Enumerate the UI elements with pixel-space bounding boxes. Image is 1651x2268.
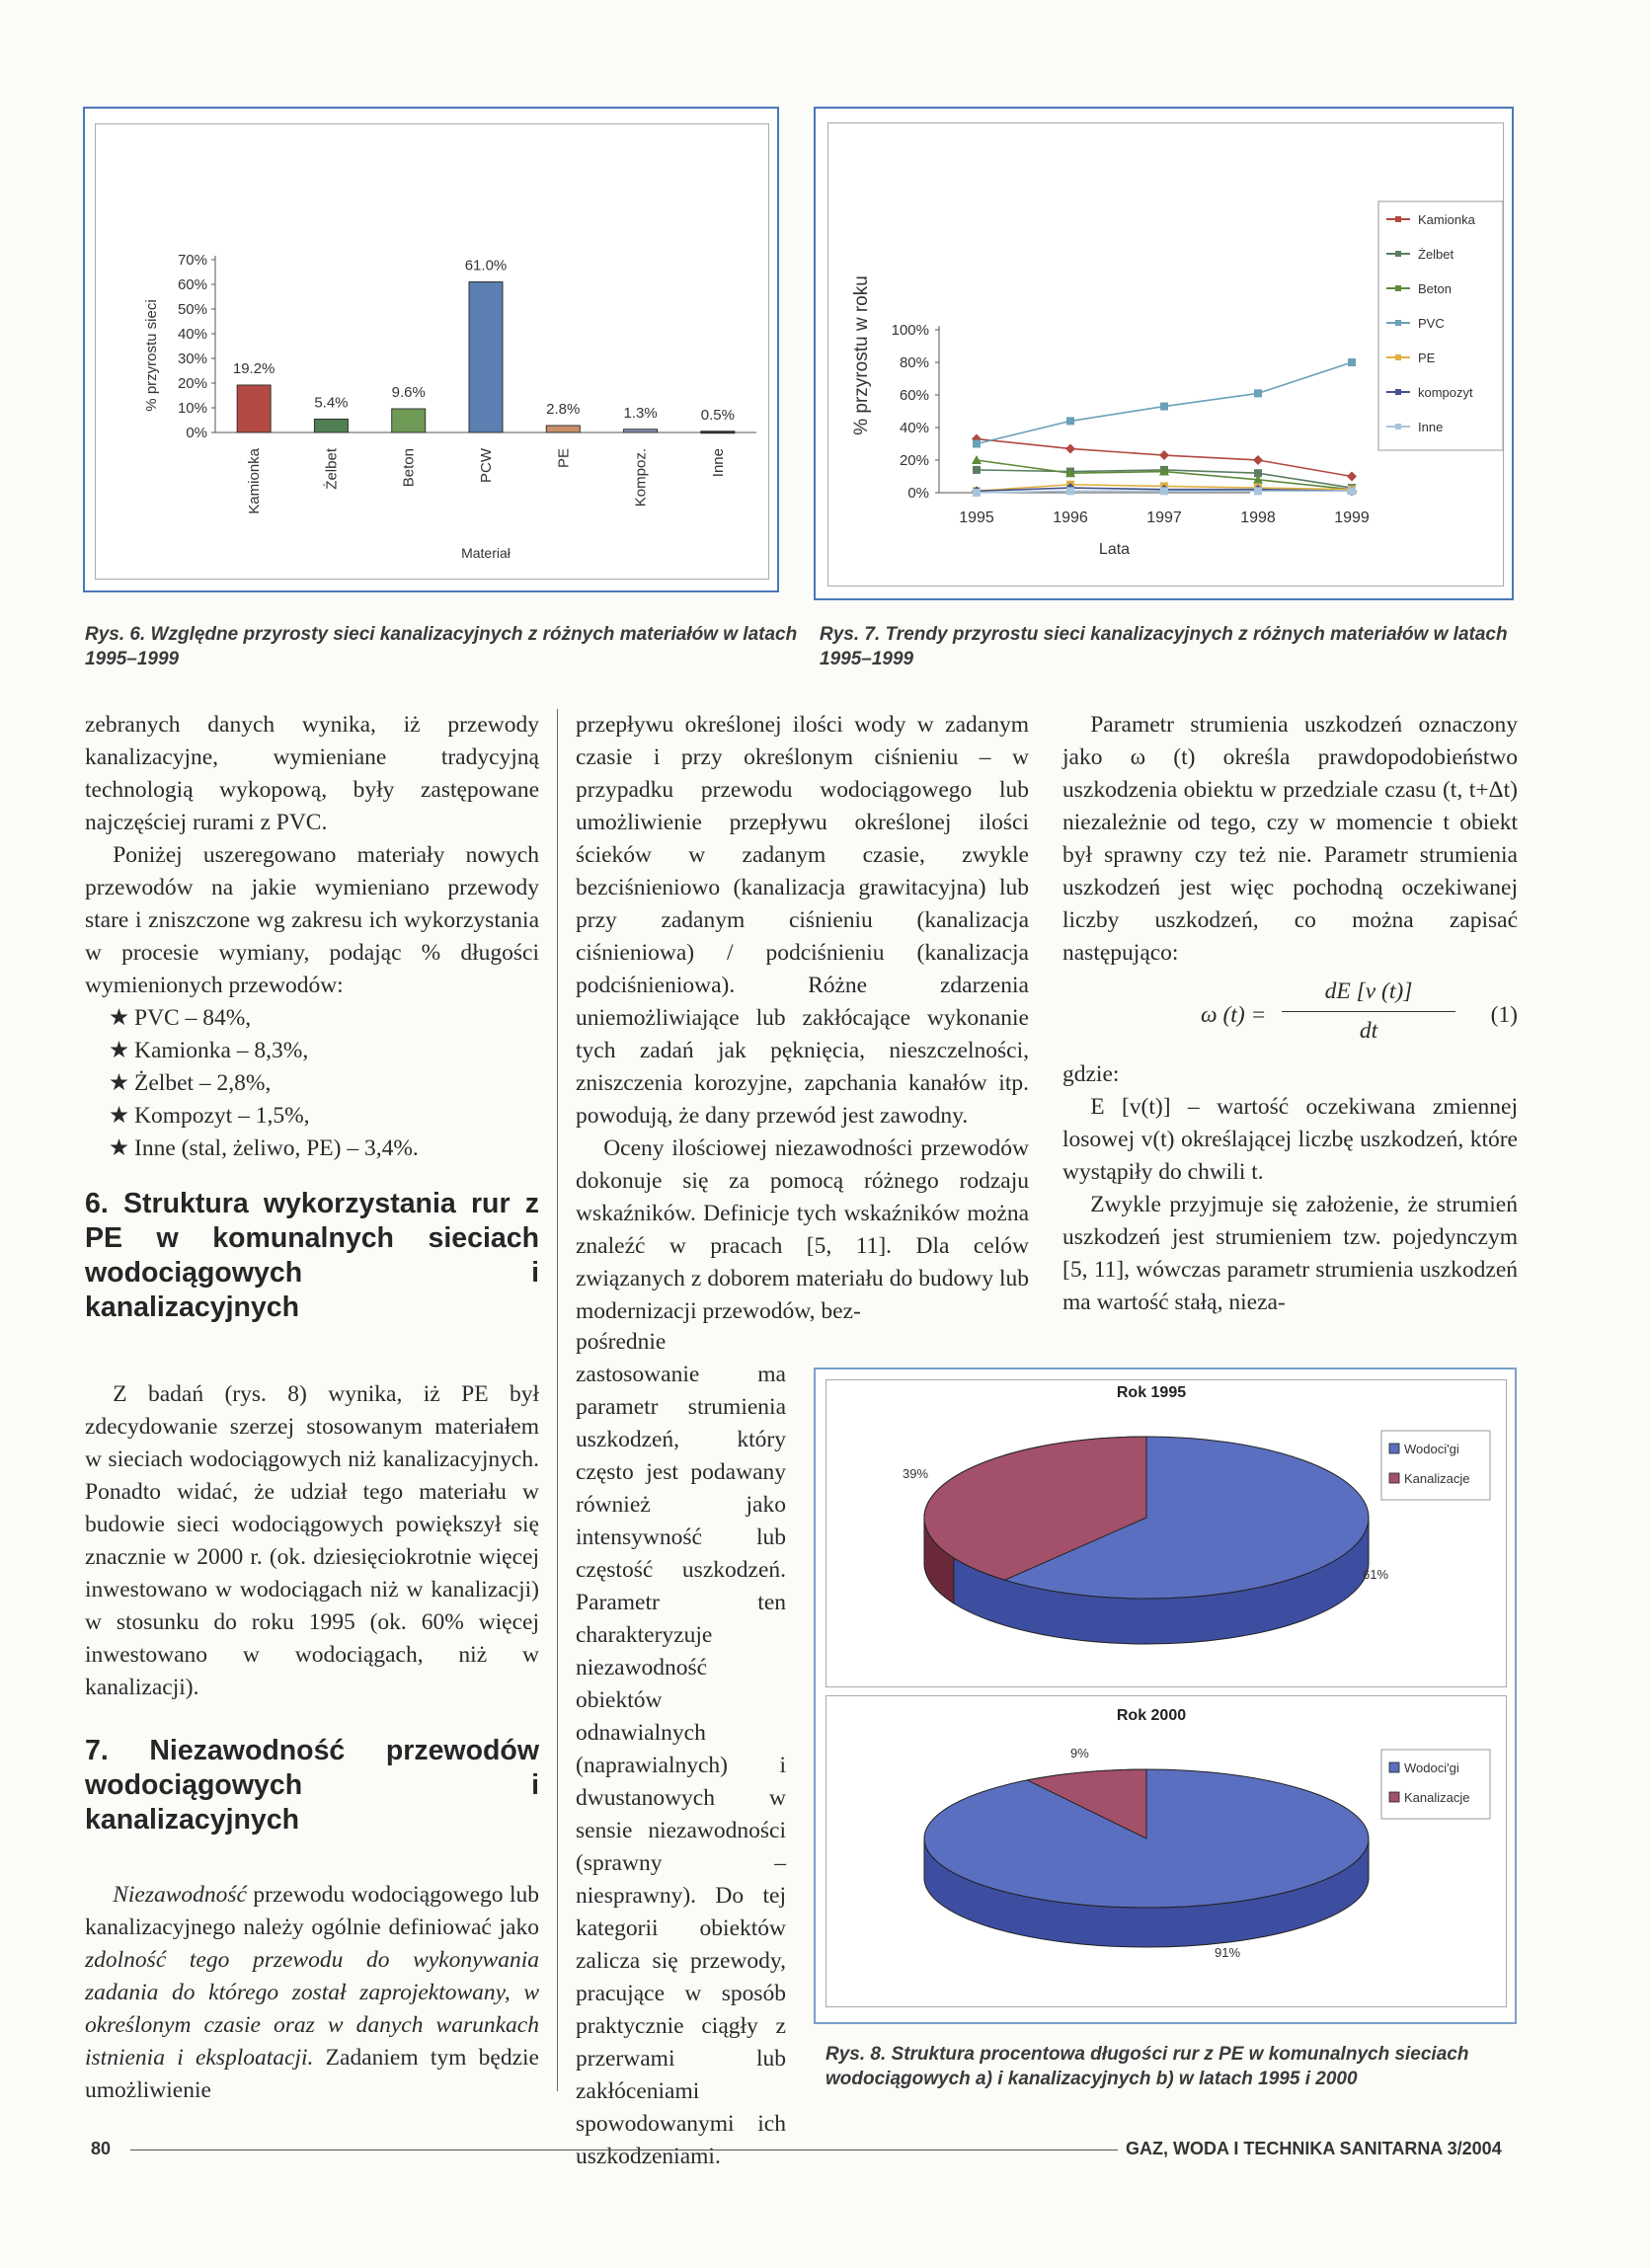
paragraph: gdzie: xyxy=(1062,1061,1120,1087)
series-marker xyxy=(1065,443,1075,453)
x-tick-label: Kompoz. xyxy=(632,448,650,508)
y-tick-label: 20% xyxy=(177,375,207,392)
series-marker xyxy=(973,440,981,448)
fig7-chart xyxy=(816,109,1512,598)
bar-value-label: 0.5% xyxy=(700,406,735,424)
x-axis-label: Lata xyxy=(1098,541,1131,558)
footer-rule xyxy=(130,2150,1118,2151)
fig6-caption: Rys. 6. Względne przyrosty sieci kanalizacyjnych z różnych materiałów w latach 1995–1999 xyxy=(85,624,798,669)
page-number: 80 xyxy=(91,2139,112,2158)
legend-marker xyxy=(1395,389,1401,395)
bar-value-label: 61.0% xyxy=(464,257,508,274)
list-item: ★ Inne (stal, żeliwo, PE) – 3,4%. xyxy=(113,1133,539,1165)
bar-value-label: 2.8% xyxy=(546,401,581,418)
formula-number: (1) xyxy=(1490,1002,1518,1028)
list-item: ★ Kompozyt – 1,5%, xyxy=(113,1100,539,1133)
fig7-caption: Rys. 7. Trendy przyrostu sieci kanalizacyjnych z różnych materiałów w latach 1995–1999 xyxy=(820,624,1508,669)
series-marker xyxy=(1160,487,1168,495)
paragraph: Niezawodność przewodu wodociągowego lub kanalizacyjnego należy ogólnie definiować jako zdolność tego przewodu do wykonywania zadania do którego został zaprojektowany, w określonym czasie oraz w danych warunkach istnienia i eksploatacji. Zadaniem tym będzie umożliwienie xyxy=(85,1882,539,2103)
pie-value-label: 39% xyxy=(903,1466,929,1481)
legend-swatch xyxy=(1389,1792,1399,1802)
x-tick-label: 1997 xyxy=(1146,509,1182,526)
x-tick-label: Beton xyxy=(400,448,418,488)
x-tick-label: Kamionka xyxy=(246,448,264,514)
series-marker xyxy=(1254,487,1262,495)
pie-value-label: 9% xyxy=(1070,1746,1089,1760)
formula-denominator: dt xyxy=(1359,1018,1378,1044)
star-bullet-icon: ★ xyxy=(109,1103,130,1129)
x-tick-label: PCW xyxy=(478,448,495,483)
y-tick-label: 10% xyxy=(177,400,207,417)
y-tick-label: 30% xyxy=(177,351,207,367)
paragraph: Poniżej uszeregowano materiały nowych przewodów na jakie wymieniano przewody stare i zniszczone wg zakresu ich wykorzystania w procesie wymiany, podając % długości wymienionych przewodów: xyxy=(85,842,539,998)
list-item: ★ Kamionka – 8,3%, xyxy=(113,1035,539,1067)
y-tick-label: 40% xyxy=(177,326,207,343)
material-list xyxy=(85,1002,539,1165)
x-tick-label: PE xyxy=(555,448,573,469)
section-heading-7: 7. Niezawodność przewodów wodociągowych i kanalizacyjnych xyxy=(85,1735,539,1836)
y-axis-label: % przyrostu sieci xyxy=(143,299,160,412)
y-tick-label: 20% xyxy=(899,452,929,469)
paragraph: Zwykle przyjmuje się założenie, że strumień uszkodzeń jest strumieniem tzw. pojedynczym [5, 11], wówczas parametr strumienia uszkodzeń ma wartość stałą, nieza- xyxy=(1062,1192,1518,1315)
y-tick-label: 60% xyxy=(177,276,207,293)
bar xyxy=(701,431,735,433)
bar xyxy=(624,430,658,432)
bar xyxy=(546,426,580,432)
pie-value-label: 61% xyxy=(1363,1567,1389,1582)
formula-numerator: dE [v (t)] xyxy=(1324,978,1413,1004)
star-bullet-icon: ★ xyxy=(109,1070,130,1096)
paragraph: Parametr strumienia uszkodzeń oznaczony jako ω (t) określa prawdopodobieństwo uszkodzenia obiektu w przedziale czasu (t, t+Δt) niezależnie od tego, czy w momencie t obiekt był sprawny czy też nie. Parametr strumienia uszkodzeń jest więc pochodną oczekiwanej liczby uszkodzeń, co można zapisać następująco: xyxy=(1062,712,1518,966)
figure-7 xyxy=(814,107,1514,600)
bar xyxy=(392,409,426,432)
legend-label: Kamionka xyxy=(1418,212,1475,227)
paragraph: Oceny ilościowej niezawodności przewodów dokonuje się za pomocą różnego rodzaju wskaźników. Definicje tych wskaźników można znaleźć w pracach [5, 11]. Dla celów związanych z doborem materiału do budowy lub modernizacji przewodów, bez- xyxy=(576,1135,1029,1324)
paragraph: Z badań (rys. 8) wynika, iż PE był zdecydowanie szerzej stosowanym materiałem w sieciach wodociągowych niż kanalizacyjnych. Ponadto widać, że udział tego materiału w budowie sieci wodociągowych powiększył się znacznie w 2000 r. (ok. dziesięciokrotnie więcej inwestowano w wodociągach niż w kanalizacji) w stosunku do roku 1995 (ok. 60% więcej inwestowano w wodociągach, niż w kanalizacji). xyxy=(85,1381,539,1700)
paragraph: zebranych danych wynika, iż przewody kanalizacyjne, wymieniane tradycyjną technologią wykopową, były zastępowane najczęściej rurami z PVC. xyxy=(85,712,539,835)
legend-marker xyxy=(1395,320,1401,326)
series-marker xyxy=(1066,487,1074,495)
pie-title: Rok 1995 xyxy=(1116,1384,1187,1401)
x-tick-label: Inne xyxy=(709,448,727,478)
series-marker xyxy=(1254,389,1262,397)
series-marker xyxy=(972,455,982,464)
x-tick-label: 1996 xyxy=(1053,509,1088,526)
section-heading-6: 6. Struktura wykorzystania rur z PE w komunalnych sieciach wodociągowych i kanalizacyjnych xyxy=(85,1188,539,1323)
fig8-caption: Rys. 8. Struktura procentowa długości rur z PE w komunalnych sieciach wodociągowych a) i kanalizacyjnych b) w latach 1995 i 2000 xyxy=(826,2044,1469,2089)
column-3 xyxy=(1062,709,1518,1319)
legend-label: PE xyxy=(1418,351,1436,365)
paragraph: przepływu określonej ilości wody w zadanym czasie i przy określonym ciśnieniu – w przypadku przewodu wodociągowego lub umożliwienie przepływu określonej ilości ścieków w zadanym czasie, zwykle bezciśnieniowo (kanalizacja grawitacyjna) lub przy zadanym ciśnieniu (kanalizacja ciśnieniowa) / podciśnieniu (kanalizacja podciśnieniowa). Różne zdarzenia uniemożliwiające lub zakłócające wykonanie tych zadań jak pęknięcia, nieszczelności, zniszczenia korozyjne, zapchania kanałów itp. powodują, że dany przewód jest zawodny. xyxy=(576,712,1029,1129)
legend-label: Wodoci'gi xyxy=(1404,1760,1459,1775)
column-2-narrow xyxy=(576,1326,786,2173)
legend-label: Beton xyxy=(1418,281,1452,296)
legend-swatch xyxy=(1389,1762,1399,1772)
series-marker xyxy=(1253,455,1263,465)
y-tick-label: 60% xyxy=(899,387,929,404)
x-tick-label: 1995 xyxy=(959,509,994,526)
series-marker xyxy=(973,489,981,497)
legend-marker xyxy=(1395,354,1401,360)
legend-marker xyxy=(1395,424,1401,430)
y-tick-label: 70% xyxy=(177,252,207,269)
x-tick-label: 1998 xyxy=(1240,509,1276,526)
series-marker xyxy=(1066,417,1074,425)
formula-lhs: ω (t) = xyxy=(1201,1002,1267,1028)
column-1 xyxy=(85,709,539,2107)
legend-label: Kanalizacje xyxy=(1404,1471,1470,1486)
bar-value-label: 19.2% xyxy=(232,360,275,377)
star-bullet-icon: ★ xyxy=(109,1135,130,1161)
bar xyxy=(237,385,271,432)
column-divider xyxy=(557,709,558,2091)
series-marker xyxy=(1348,487,1356,495)
series-marker xyxy=(973,466,981,474)
column-2 xyxy=(576,709,1029,1328)
legend-marker xyxy=(1395,285,1401,291)
bar xyxy=(469,282,503,433)
x-tick-label: 1999 xyxy=(1334,509,1370,526)
legend-label: kompozyt xyxy=(1418,385,1473,400)
y-tick-label: 50% xyxy=(177,301,207,318)
star-bullet-icon: ★ xyxy=(109,1038,130,1063)
pie-title: Rok 2000 xyxy=(1116,1707,1187,1724)
legend-label: Wodoci'gi xyxy=(1404,1442,1459,1456)
figure-8 xyxy=(814,1368,1517,2024)
y-tick-label: 40% xyxy=(899,420,929,436)
list-item: ★ PVC – 84%, xyxy=(113,1002,539,1035)
bar-value-label: 9.6% xyxy=(391,384,426,401)
series-marker xyxy=(1347,472,1357,482)
legend-swatch xyxy=(1389,1473,1399,1483)
paragraph: E [v(t)] – wartość oczekiwana zmiennej losowej v(t) określającej liczbę uszkodzeń, które wystąpiły do chwili t. xyxy=(1062,1094,1518,1185)
bar-value-label: 5.4% xyxy=(314,394,349,412)
fig6-chart xyxy=(85,109,777,590)
x-tick-label: Żelbet xyxy=(323,448,341,490)
y-tick-label: 80% xyxy=(899,354,929,371)
fig8-chart xyxy=(816,1369,1515,2022)
y-tick-label: 0% xyxy=(186,425,207,441)
legend-marker xyxy=(1395,251,1401,257)
y-axis-label: % przyrostu w roku xyxy=(851,275,872,435)
journal-name: GAZ, WODA I TECHNIKA SANITARNA 3/2004 xyxy=(1126,2139,1502,2158)
y-tick-label: 100% xyxy=(891,322,929,339)
series-marker xyxy=(1160,403,1168,411)
y-tick-label: 0% xyxy=(907,485,929,502)
legend-label: PVC xyxy=(1418,316,1445,331)
legend-label: Żelbet xyxy=(1418,247,1454,262)
paragraph: pośrednie zastosowanie ma parametr strumienia uszkodzeń, który często jest podawany również jako intensywność lub częstość uszkodzeń. Parametr ten charakteryzuje niezawodność obiektów odnawialnych (naprawialnych) i dwustanowych w sensie niezawodności (sprawny – niesprawny). Do tej kategorii obiektów zalicza się przewody, pracujące w sposób praktycznie ciągły z przerwami lub zakłóceniami spowodowanymi ich uszkodzeniami. xyxy=(576,1329,786,2169)
list-item: ★ Żelbet – 2,8%, xyxy=(113,1067,539,1100)
pie-value-label: 91% xyxy=(1215,1945,1241,1960)
star-bullet-icon: ★ xyxy=(109,1005,130,1031)
bar xyxy=(314,420,348,433)
legend-label: Inne xyxy=(1418,420,1444,434)
series-marker xyxy=(1159,450,1169,460)
bar-value-label: 1.3% xyxy=(623,404,658,422)
legend-marker xyxy=(1395,216,1401,222)
formula-1 xyxy=(1062,976,1518,1055)
legend-label: Kanalizacje xyxy=(1404,1790,1470,1805)
figure-6 xyxy=(83,107,779,592)
x-axis-label: Materiał xyxy=(461,545,511,561)
series-marker xyxy=(1348,358,1356,366)
legend-swatch xyxy=(1389,1444,1399,1453)
